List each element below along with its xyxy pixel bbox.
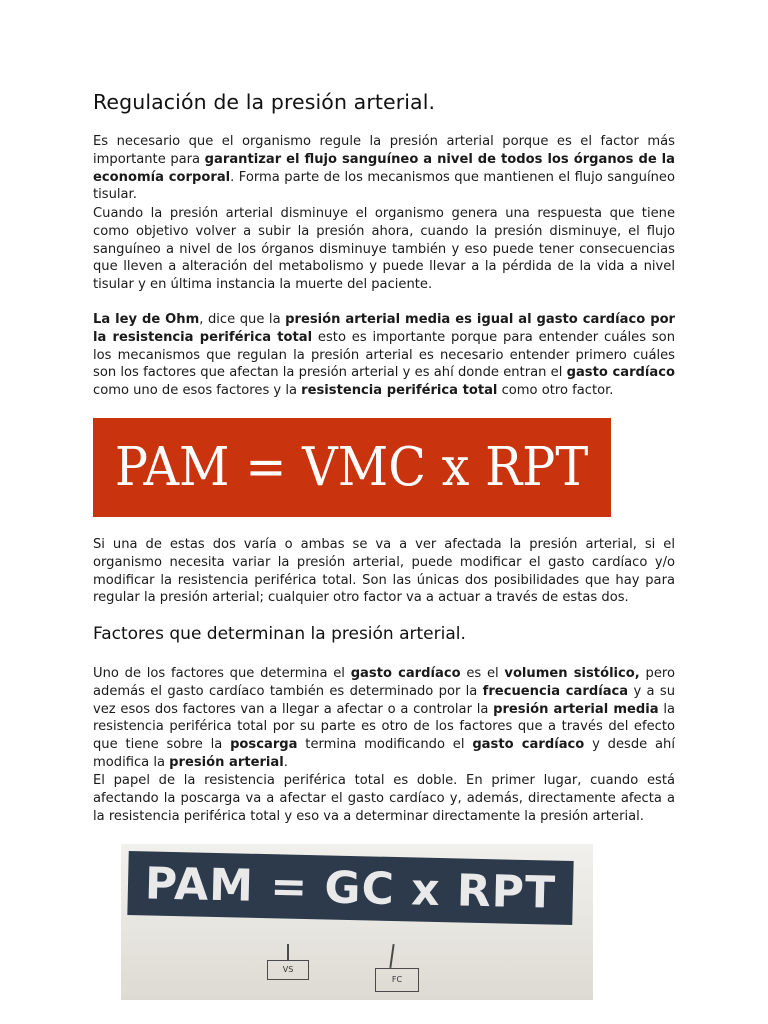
bold-run: volumen sistólico,: [504, 666, 640, 681]
formula-text: PAM = VMC x RPT: [115, 437, 589, 498]
bold-run: presión arterial media es igual al gasto cardíaco por la resistencia periférica total: [93, 312, 676, 345]
paragraph-5: [93, 665, 675, 772]
bold-run: gasto cardíaco: [472, 737, 585, 753]
bold-run: garantizar el flujo sanguíneo a nivel de todos los órganos de la economía corporal: [93, 151, 676, 185]
text-run: y desde ahí modifica la: [93, 737, 675, 770]
text-run: y a su vez esos dos factores van a llegar a afectar o a controlar la: [93, 683, 675, 717]
connector-line: [287, 944, 289, 960]
photo-formula-strip: [127, 851, 573, 925]
text-run: como otro factor.: [497, 383, 614, 399]
paragraph-6: El papel de la resistencia periférica total es doble. En primer lugar, cuando está afectando la poscarga va a afectar el gasto cardíaco y, además, directamente afecta a la resistencia periférica total y eso va a determinar directamente la presión arterial.: [93, 773, 675, 824]
bold-run: presión arterial: [169, 754, 284, 770]
bold-run: presión arterial media: [493, 701, 659, 717]
formula-banner: [93, 418, 611, 517]
text-run: Uno de los factores que determina el: [93, 666, 351, 681]
paragraph-1: [93, 133, 675, 204]
paragraph-3: [93, 311, 675, 400]
text-run: la resistencia periférica total por su parte es otro de los factores que a través del efecto que tiene sobre la: [93, 701, 675, 753]
formula-photo: [121, 844, 593, 1000]
tag-vs: VS: [267, 960, 309, 980]
text-run: , dice que la: [199, 312, 286, 327]
text-run: Es necesario que el organismo regule la presión arterial porque es el factor más importante para: [93, 134, 675, 167]
bold-run: poscarga: [230, 737, 298, 753]
bold-run: gasto cardíaco: [566, 365, 675, 381]
bold-run: frecuencia cardíaca: [482, 683, 629, 699]
connector-line: [389, 944, 394, 968]
text-run: . Forma parte de los mecanismos que mantienen el flujo sanguíneo tisular.: [93, 169, 675, 203]
paragraph-4: Si una de estas dos varía o ambas se va a ver afectada la presión arterial, si el organismo necesita variar la presión arterial, puede modificar el gasto cardíaco y/o modificar la resistencia periférica total. Son las únicas dos posibilidades que hay para regular la presión arterial; cualquier otro factor va a actuar a través de estas dos.: [93, 537, 675, 606]
text-run: .: [283, 754, 288, 770]
text-run: esto es importante porque para entender cuáles son los mecanismos que regulan la presión arterial es necesario entender primero cuáles son los factores que afectan la presión arterial y es ahí donde entran el: [93, 329, 675, 381]
tag-fc: FC: [375, 968, 419, 992]
section-heading: Factores que determinan la presión arterial.: [93, 624, 466, 644]
bold-run: La ley de Ohm: [93, 312, 200, 327]
paragraph-2: Cuando la presión arterial disminuye el organismo genera una respuesta que tiene como objetivo volver a subir la presión ahora, cuando la presión disminuye, el flujo sanguíneo a nivel de los órganos disminuye también y eso puede tener consecuencias que lleven a alteración del metabolismo y puede llevar a la pérdida de la vida a nivel tisular y en última instancia la muerte del paciente.: [93, 206, 675, 293]
text-run: es el: [460, 666, 505, 681]
page-title: Regulación de la presión arterial.: [93, 90, 436, 114]
text-run: como uno de esos factores y la: [93, 383, 302, 399]
photo-formula-text: PAM = GC x RPT: [144, 857, 557, 919]
bold-run: resistencia periférica total: [301, 383, 498, 399]
bold-run: gasto cardíaco: [350, 666, 461, 681]
text-run: termina modificando el: [297, 737, 473, 753]
text-run: pero además el gasto cardíaco también es determinado por la: [93, 666, 675, 699]
